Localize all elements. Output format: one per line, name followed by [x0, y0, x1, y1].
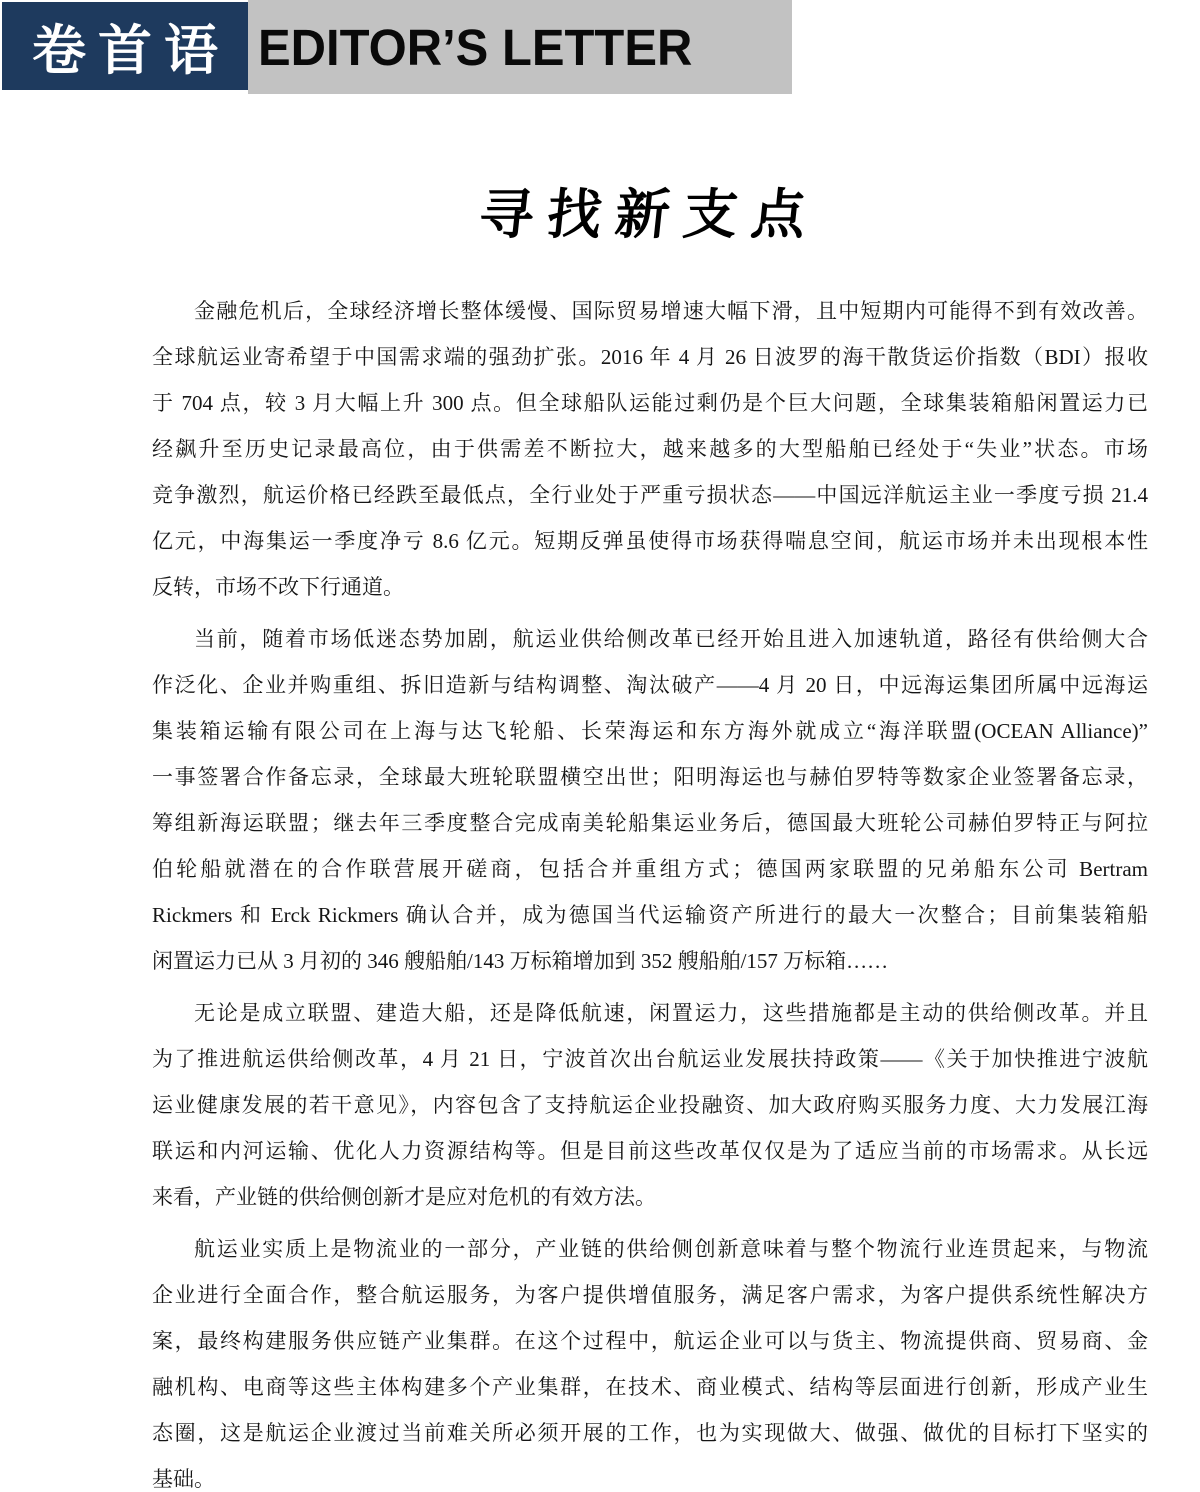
- text-line: 伯轮船就潜在的合作联营展开磋商，包括合并重组方式；德国两家联盟的兄弟船东公司 Bertram: [152, 857, 1148, 881]
- paragraph: [152, 990, 1148, 1220]
- text-line: 联运和内河运输、优化人力资源结构等。但是目前这些改革仅仅是为了适应当前的市场需求。从长远: [152, 1139, 1148, 1163]
- text-line: 闲置运力已从 3 月初的 346 艘船舶/143 万标箱增加到 352 艘船舶/157 万标箱……: [152, 949, 889, 973]
- text-line: 作泛化、企业并购重组、拆旧造新与结构调整、淘汰破产——4 月 20 日，中远海运集团所属中远海运: [152, 673, 1148, 697]
- article-body: [152, 288, 1148, 1492]
- section-label-cn-box: [2, 2, 248, 90]
- text-line: 运业健康发展的若干意见》，内容包含了支持航运企业投融资、加大政府购买服务力度、大力发展江海: [152, 1093, 1148, 1117]
- text-line: 无论是成立联盟、建造大船，还是降低航速，闲置运力，这些措施都是主动的供给侧改革。并且: [194, 1001, 1148, 1025]
- text-line: 为了推进航运供给侧改革，4 月 21 日，宁波首次出台航运业发展扶持政策——《关于加快推进宁波航: [152, 1047, 1148, 1071]
- section-label-en-box: [248, 0, 792, 94]
- text-line: 案，最终构建服务供应链产业集群。在这个过程中，航运企业可以与货主、物流提供商、贸易商、金: [152, 1329, 1148, 1353]
- text-line: 集装箱运输有限公司在上海与达飞轮船、长荣海运和东方海外就成立“海洋联盟(OCEAN Alliance)”: [152, 719, 1148, 743]
- paragraph: [152, 1226, 1148, 1492]
- text-line: 企业进行全面合作，整合航运服务，为客户提供增值服务，满足客户需求，为客户提供系统性解决方: [152, 1283, 1148, 1307]
- text-line: 一事签署合作备忘录，全球最大班轮联盟横空出世；阳明海运也与赫伯罗特等数家企业签署备忘录，: [152, 765, 1148, 789]
- text-line: 于 704 点，较 3 月大幅上升 300 点。但全球船队运能过剩仍是个巨大问题，全球集装箱船闲置运力已: [152, 391, 1148, 415]
- text-line: 反转，市场不改下行通道。: [152, 575, 404, 599]
- text-line: 经飙升至历史记录最高位，由于供需差不断拉大，越来越多的大型船舶已经处于“失业”状态。市场: [152, 437, 1148, 461]
- text-line: 基础。: [152, 1467, 215, 1491]
- section-label-cn: 卷首语: [32, 20, 230, 81]
- text-line: 融机构、电商等这些主体构建多个产业集群，在技术、商业模式、结构等层面进行创新，形成产业生: [152, 1375, 1148, 1399]
- text-line: 亿元，中海集运一季度净亏 8.6 亿元。短期反弹虽使得市场获得喘息空间，航运市场并未出现根本性: [152, 529, 1148, 553]
- text-line: Rickmers 和 Erck Rickmers 确认合并，成为德国当代运输资产所进行的最大一次整合；目前集装箱船: [152, 903, 1148, 927]
- text-line: 当前，随着市场低迷态势加剧，航运业供给侧改革已经开始且进入加速轨道，路径有供给侧大合: [194, 627, 1148, 651]
- text-line: 来看，产业链的供给侧创新才是应对危机的有效方法。: [152, 1185, 656, 1209]
- text-line: 航运业实质上是物流业的一部分，产业链的供给侧创新意味着与整个物流行业连贯起来，与物流: [194, 1237, 1148, 1261]
- text-line: 态圈，这是航运企业渡过当前难关所必须开展的工作，也为实现做大、做强、做优的目标打下坚实的: [152, 1421, 1148, 1445]
- paragraph: [152, 616, 1148, 984]
- text-line: 金融危机后，全球经济增长整体缓慢、国际贸易增速大幅下滑，且中短期内可能得不到有效改善。: [194, 299, 1148, 323]
- text-line: 竞争激烈，航运价格已经跌至最低点，全行业处于严重亏损状态——中国远洋航运主业一季度亏损 21.4: [152, 483, 1148, 507]
- section-label-en: EDITOR’S LETTER: [258, 18, 693, 76]
- text-line: 全球航运业寄希望于中国需求端的强劲扩张。2016 年 4 月 26 日波罗的海干散货运价指数（BDI）报收: [152, 345, 1148, 369]
- article-title-text: 寻找新支点: [476, 182, 823, 246]
- article-title: [152, 172, 1148, 249]
- paragraph: [152, 288, 1148, 610]
- text-line: 筹组新海运联盟；继去年三季度整合完成南美轮船集运业务后，德国最大班轮公司赫伯罗特正与阿拉: [152, 811, 1148, 835]
